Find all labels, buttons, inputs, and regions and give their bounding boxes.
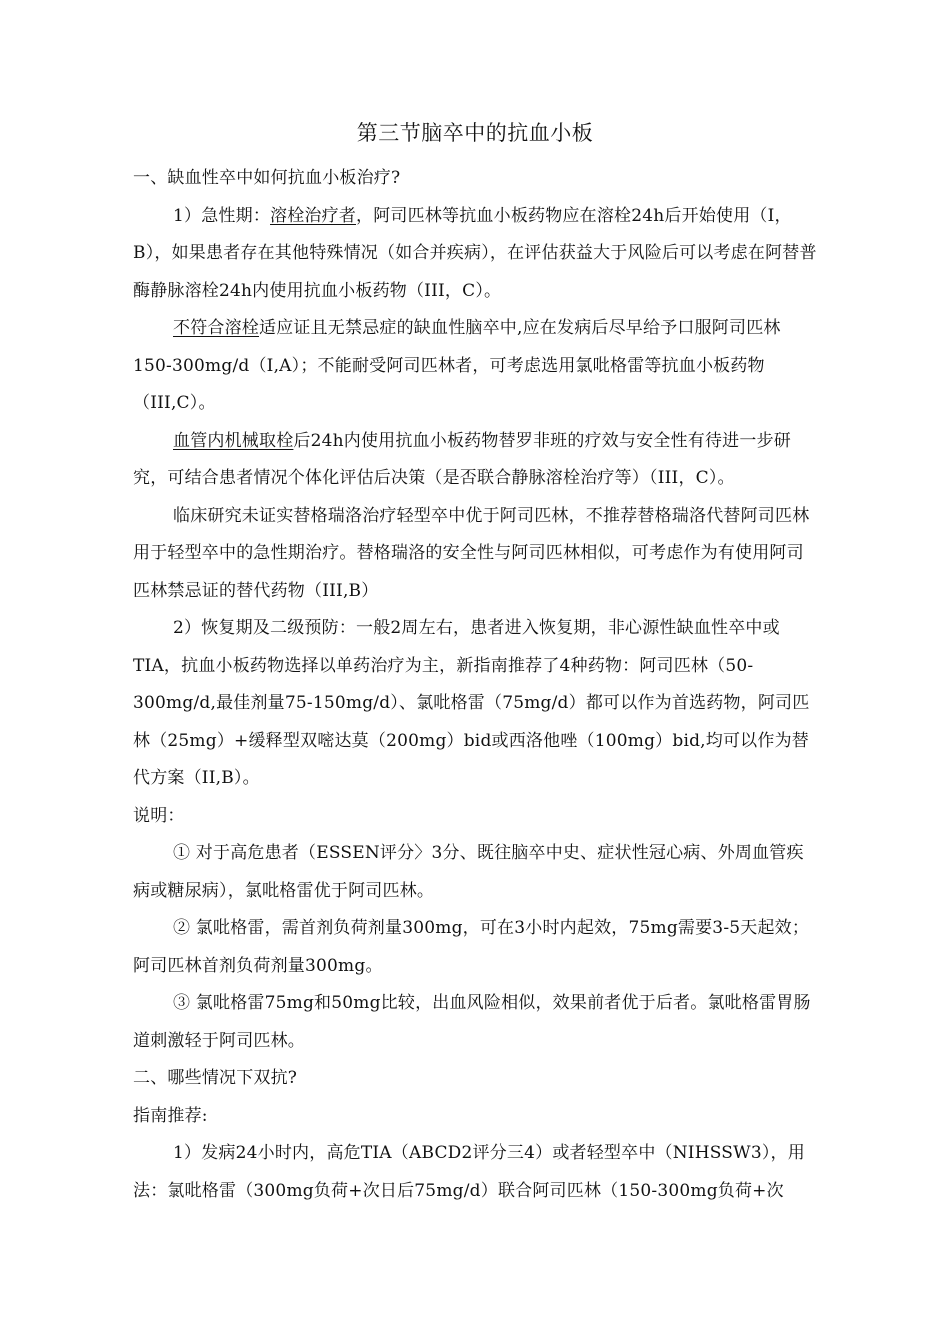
underlined-term-thrombectomy: 血管内机械取栓 [173, 430, 294, 451]
paragraph-thrombectomy [133, 423, 817, 498]
paragraph-text: 适应证且无禁忌症的缺血性脑卒中,应在发病后尽早给予口服阿司匹林150-300mg/d（I,A）；不能耐受阿司匹林者，可考虑选用氯吡格雷等抗血小板药物（III,C）。 [133, 318, 781, 413]
paragraph-prefix: 1）急性期： [173, 205, 271, 226]
section-heading-2: 二、哪些情况下双抗? [133, 1068, 298, 1088]
paragraph-ticagrelor: 临床研究未证实替格瑞洛治疗轻型卒中优于阿司匹林，不推荐替格瑞洛代替阿司匹林用于轻型卒中的急性期治疗。替格瑞洛的安全性与阿司匹林相似，可考虑作为有使用阿司匹林禁忌证的替代药物（III,B） [133, 505, 810, 601]
paragraph-text: 后24h内使用抗血小板药物替罗非班的疗效与安全性有待进一步研究，可结合患者情况个体化评估后决策（是否联合静脉溶栓治疗等）（III，C）。 [133, 430, 791, 488]
page-title: 第三节脑卒中的抗血小板 [356, 121, 594, 145]
guideline-subheading: 指南推荐: [133, 1105, 208, 1126]
paragraph-recovery-phase: 2）恢复期及二级预防：一般2周左右，患者进入恢复期，非心源性缺血性卒中或TIA，抗血小板药物选择以单药治疗为主，新指南推荐了4种药物：阿司匹林（50-300mg/d,最佳剂量75-150mg/d）、氯吡格雷（75mg/d）都可以作为首选药物，阿司匹林（25mg）+缓释型双嘧达莫（200mg）bid或西洛他唑（100mg）bid,均可以作为替代方案（II,B）。 [133, 618, 810, 788]
paragraph-dual-antiplatelet: 1）发病24小时内，高危TIA（ABCD2评分三4）或者轻型卒中（NIHSSW3），用法：氯吡格雷（300mg负荷+次日后75mg/d）联合阿司匹林（150-300mg负荷+次 [133, 1143, 805, 1201]
note-item-2: ② 氯吡格雷，需首剂负荷剂量300mg，可在3小时内起效，75mg需要3-5天起效；阿司匹林首剂负荷剂量300mg。 [133, 918, 810, 976]
underlined-term-non-thrombolysis: 不符合溶栓 [173, 318, 259, 338]
underlined-term-thrombolysis: 溶栓治疗者 [270, 205, 357, 226]
note-item-1: ① 对于高危患者（ESSEN评分〉3分、既往脑卒中史、症状性冠心病、外周血管疾病或糖尿病），氯吡格雷优于阿司匹林。 [133, 843, 804, 901]
note-item-3: ③ 氯吡格雷75mg和50mg比较，出血风险相似，效果前者优于后者。氯吡格雷胃肠道刺激轻于阿司匹林。 [133, 993, 811, 1051]
document-body [133, 160, 817, 1210]
section-heading-1: 一、缺血性卒中如何抗血小板治疗? [133, 168, 401, 188]
paragraph-non-thrombolysis [133, 310, 817, 423]
note-heading: 说明： [133, 805, 185, 826]
paragraph-acute-phase [133, 198, 817, 311]
paragraph-text: ，阿司匹林等抗血小板药物应在溶栓24h后开始使用（I，B），如果患者存在其他特殊情况（如合并疾病），在评估获益大于风险后可以考虑在阿替普酶静脉溶栓24h内使用抗血小板药物（III，C）。 [133, 205, 817, 301]
